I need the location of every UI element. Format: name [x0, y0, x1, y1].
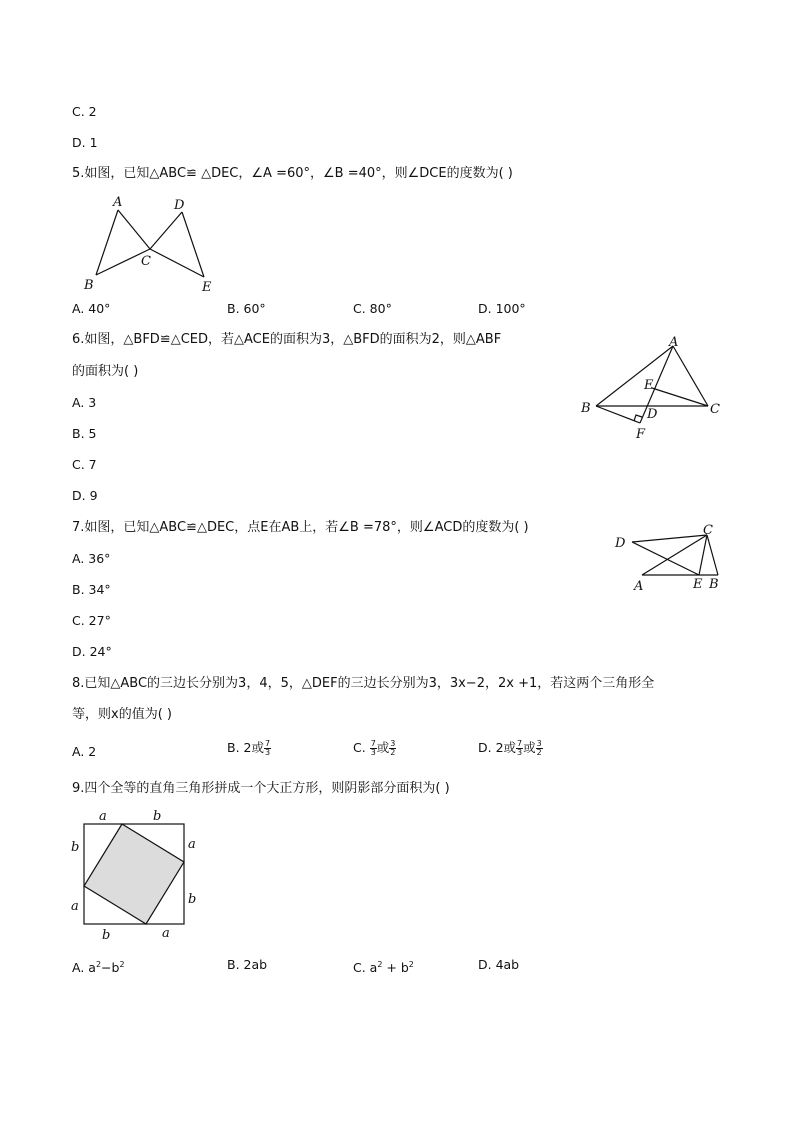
q6-stem-line2: 的面积为( ) — [72, 364, 139, 379]
q5-option-a: A. 40° — [72, 301, 111, 316]
q6-label-f: F — [636, 427, 646, 442]
q7-option-a: A. 36° — [72, 551, 111, 566]
q8-option-d — [478, 740, 543, 757]
q7-option-c: C. 27° — [72, 613, 111, 628]
q6-stem-line1: 6.如图，△BFD≌△CED，若△ACE的面积为3，△BFD的面积为2，则△ABF — [72, 332, 502, 347]
q8-option-a: A. 2 — [72, 744, 97, 759]
q6-label-e: E — [644, 378, 654, 393]
q8-stem-line2: 等，则x的值为( ) — [72, 707, 172, 722]
q6-label-b: B — [581, 401, 591, 416]
q5-label-b: B — [84, 278, 94, 293]
q8-option-b-prefix: B. 2或 — [227, 740, 264, 755]
q9-option-a: A. $a^2-b^2$ — [72, 960, 125, 976]
q6-option-d: D. 9 — [72, 488, 98, 503]
q8-option-c — [353, 740, 396, 757]
q8-option-c-fraction-1: $\frac{7}{3}$ — [370, 739, 376, 757]
q9-option-d: D. 4ab — [478, 957, 520, 972]
q7-label-d: D — [615, 536, 626, 551]
q6-label-d: D — [647, 407, 658, 422]
q9-label-left-a: a — [71, 899, 79, 914]
q8-option-c-fraction-2: $\frac{3}{2}$ — [390, 739, 396, 757]
q7-figure — [610, 518, 740, 598]
q9-option-b: B. 2ab — [227, 957, 268, 972]
q8-option-c-prefix: C. — [353, 740, 370, 755]
q5-option-c: C. 80° — [353, 301, 392, 316]
q5-label-c: C — [141, 254, 151, 269]
q6-label-c: C — [710, 402, 720, 417]
q6-figure — [578, 333, 728, 443]
q9-figure — [66, 806, 206, 946]
q8-option-d-prefix: D. 2或 — [478, 740, 517, 755]
q6-option-a: A. 3 — [72, 395, 97, 410]
q7-label-e: E — [693, 577, 703, 592]
q6-option-b: B. 5 — [72, 426, 97, 441]
q5-label-d: D — [174, 198, 185, 213]
q4-option-d: D. 1 — [72, 135, 98, 150]
q9-option-c: C. $a^2 + b^2$ — [353, 960, 414, 976]
q8-option-d-fraction-1: $\frac{7}{3}$ — [517, 739, 523, 757]
q9-label-right-b: b — [188, 892, 197, 907]
q7-option-d: D. 24° — [72, 644, 112, 659]
q9-stem: 9.四个全等的直角三角形拼成一个大正方形，则阴影部分面积为( ) — [72, 781, 450, 796]
q8-option-d-fraction-2: $\frac{3}{2}$ — [536, 739, 542, 757]
q4-option-c: C. 2 — [72, 104, 97, 119]
q5-label-e: E — [202, 280, 212, 295]
q8-option-c-or: 或 — [376, 740, 390, 755]
q6-option-c: C. 7 — [72, 457, 97, 472]
q5-option-d: D. 100° — [478, 301, 526, 316]
q5-figure — [78, 192, 238, 295]
q8-option-b — [227, 740, 271, 757]
q9-label-bottom-a: a — [162, 926, 170, 941]
q5-label-a: A — [113, 195, 123, 210]
q9-shaded-square — [84, 824, 184, 924]
q7-stem: 7.如图，已知△ABC≌△DEC，点E在AB上，若∠B =78°，则∠ACD的度数为( ) — [72, 520, 529, 535]
q7-label-a: A — [634, 579, 644, 594]
q9-label-left-b: b — [71, 840, 80, 855]
q9-label-right-a: a — [188, 837, 196, 852]
q7-option-b: B. 34° — [72, 582, 111, 597]
q8-stem-line1: 8.已知△ABC的三边长分别为3，4，5，△DEF的三边长分别为3，3x−2，2x +1，若这两个三角形全 — [72, 676, 655, 691]
q8-option-b-fraction: $\frac{7}{3}$ — [264, 739, 271, 757]
q9-label-bottom-b: b — [102, 928, 111, 943]
q7-label-c: C — [703, 523, 713, 538]
q5-stem: 5.如图，已知△ABC≌ △DEC，∠A =60°，∠B =40°，则∠DCE的度数为( ) — [72, 166, 513, 181]
q7-label-b: B — [709, 577, 719, 592]
q9-label-top-a: a — [99, 809, 107, 824]
q5-option-b: B. 60° — [227, 301, 266, 316]
q9-label-top-b: b — [153, 809, 162, 824]
q8-option-d-or: 或 — [523, 740, 536, 755]
q6-label-a: A — [669, 335, 679, 350]
